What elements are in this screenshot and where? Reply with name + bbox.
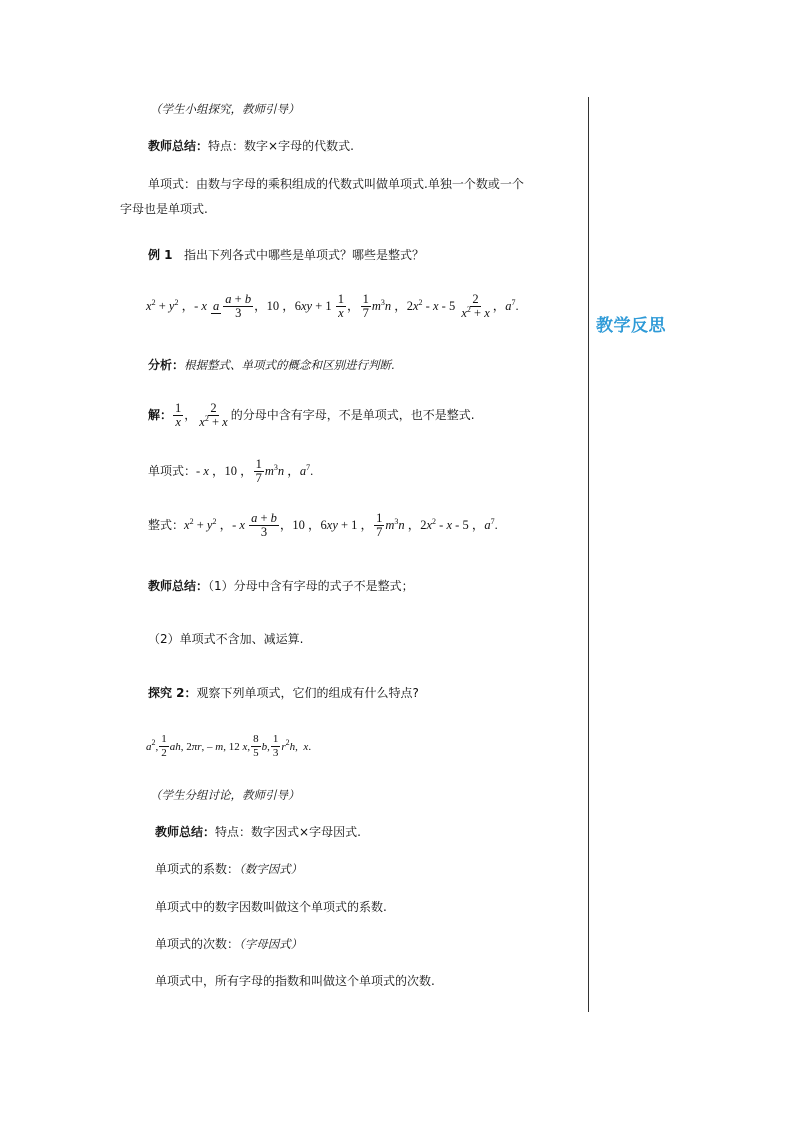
teacher-summary-1 (148, 138, 354, 154)
degree-definition: 单项式中，所有字母的指数和叫做这个单项式的次数. (155, 974, 435, 988)
solution-label: 解： (148, 408, 173, 422)
solution: 解： $\frac{1}{x}$ ， $\frac{2}{x^2 + x}$ 的分母中含有字母，不是单项式，也不是整式. (148, 401, 475, 429)
polynomial-answer: 整式： $x^2 + y^2$ ，- x $\frac{a + b}{3}$ ，10 ，6xy + 1 ， $\frac{1}{7}$ $m^3n$ ，$2x^2$ - x - 5 ，$a^7$. (148, 511, 498, 539)
summary-label: 教师总结： (155, 825, 216, 839)
summary-2-item-2: （2）单项式不含加、减运算. (148, 632, 304, 646)
example-label: 例 1 (148, 248, 173, 262)
monomial-label: 单项式： (148, 464, 197, 478)
degree-title (155, 936, 302, 952)
summary-text: 特点：数字×字母的代数式. (208, 139, 354, 153)
explore-2 (148, 685, 419, 701)
example-text: 指出下列各式中哪些是单项式？哪些是整式？ (183, 248, 424, 262)
monomial-answer: 单项式： - x ，10 ， $\frac{1}{7}$ $m^3n$ ，$a^7$. (148, 457, 314, 485)
analysis-label: 分析： (148, 358, 185, 372)
teacher-summary-3 (155, 824, 361, 840)
teacher-summary-2 (148, 578, 414, 594)
degree-hint: （字母因式） (239, 937, 303, 951)
teaching-reflection-title: 教学反思 (596, 316, 666, 336)
summary-text: （1）分母中含有字母的式子不是整式； (208, 579, 414, 593)
explore-text: 观察下列单项式，它们的组成有什么特点? (196, 686, 419, 700)
coefficient-hint: （数字因式） (239, 862, 303, 876)
example-expressions: $x^2 + y^2$ ，- x a $\frac{a + b}{3}$ ，10 ，6xy + 1 $\frac{1}{x}$ ， $\frac{1}{7}$ $m^3n$ ，$2x^2$ - x - 5 $\frac{2}{x^2 + x}$ ，$a^7$. (146, 292, 519, 320)
column-divider (588, 97, 589, 1012)
coefficient-definition: 单项式中的数字因数叫做这个单项式的系数. (155, 900, 387, 914)
explore-label: 探究 2： (148, 686, 197, 700)
example-1 (148, 247, 424, 263)
summary-label: 教师总结： (148, 139, 209, 153)
monomial-definition-line-2: 字母也是单项式. (120, 202, 208, 216)
solution-text: 的分母中含有字母，不是单项式，也不是整式. (230, 408, 475, 422)
monomial-definition-line-1: 单项式：由数与字母的乘积组成的代数式叫做单项式.单独一个数或一个 (148, 177, 524, 191)
summary-text: 特点：数字因式×字母因式. (215, 825, 361, 839)
summary-label: 教师总结： (148, 579, 209, 593)
note-group-discussion: （学生分组讨论，教师引导） (150, 788, 300, 802)
coefficient-title-text: 单项式的系数： (155, 862, 240, 876)
analysis-text: 根据整式、单项式的概念和区别进行判断. (184, 358, 395, 372)
analysis (148, 357, 395, 373)
coefficient-title (155, 861, 302, 877)
degree-title-text: 单项式的次数： (155, 937, 240, 951)
polynomial-label: 整式： (148, 518, 185, 532)
note-student-inquiry: （学生小组探究，教师引导） (150, 102, 300, 116)
monomial-examples: $a^2$, $\frac{1}{2}$ ah, 2πr, – m, 12 x, $\frac{8}{5}$ b, $\frac{1}{3}$ $r^2h$, x. (146, 733, 312, 759)
